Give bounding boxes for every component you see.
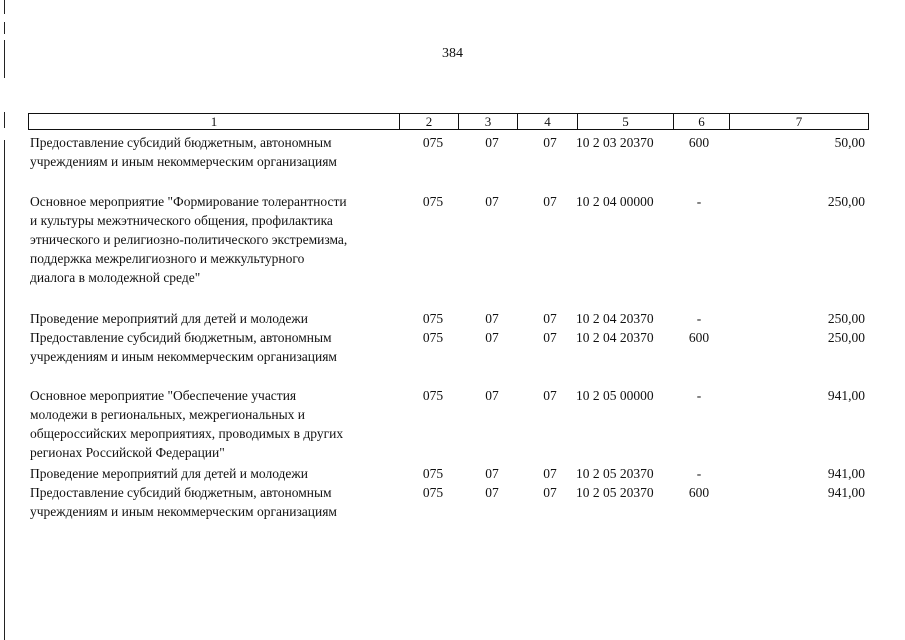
column-header: 1	[210, 114, 218, 129]
scan-edge-mark	[4, 0, 5, 14]
cell-c3: 07	[485, 311, 499, 326]
cell-c3: 07	[485, 330, 499, 345]
cell-c2: 075	[422, 485, 444, 500]
row-name-line: и культуры межэтнического общения, профилактика	[30, 213, 333, 228]
row-name-line: учреждениям и иным некоммерческим организациям	[30, 349, 337, 364]
cell-c3: 07	[485, 194, 499, 209]
cell-c6: -	[696, 194, 702, 209]
cell-c3: 07	[485, 135, 499, 150]
row-name-line: Предоставление субсидий бюджетным, автономным	[30, 485, 332, 500]
cell-c7: 250,00	[827, 330, 865, 345]
cell-c2: 075	[422, 194, 444, 209]
table-header-row	[28, 113, 869, 130]
cell-c3: 07	[485, 466, 499, 481]
cell-c2: 075	[422, 330, 444, 345]
row-name-line: общероссийских мероприятиях, проводимых в других	[30, 426, 344, 441]
cell-c4: 07	[543, 311, 557, 326]
cell-c5: 10 2 04 00000	[576, 194, 654, 209]
cell-c7: 941,00	[827, 388, 865, 403]
scan-edge-mark	[4, 22, 5, 34]
column-header: 5	[577, 114, 673, 129]
row-name-line: учреждениям и иным некоммерческим организациям	[30, 154, 337, 169]
row-name-line: Предоставление субсидий бюджетным, автономным	[30, 135, 332, 150]
row-name	[30, 133, 392, 171]
row-name-line: этнического и религиозно-политического экстремизма,	[30, 232, 348, 247]
cell-c4: 07	[543, 485, 557, 500]
row-name	[30, 386, 392, 462]
cell-c6: -	[696, 311, 702, 326]
row-name	[30, 328, 392, 366]
page-number: 384	[442, 46, 463, 61]
cell-c3: 07	[485, 485, 499, 500]
cell-c5: 10 2 03 20370	[576, 135, 654, 150]
cell-c6: 600	[688, 330, 710, 345]
cell-c5: 10 2 05 20370	[576, 485, 654, 500]
row-name	[30, 192, 392, 287]
column-header: 3	[458, 114, 517, 129]
cell-c7: 941,00	[827, 485, 865, 500]
cell-c6: 600	[688, 485, 710, 500]
row-name	[30, 483, 392, 521]
cell-c5: 10 2 05 00000	[576, 388, 654, 403]
cell-c5: 10 2 04 20370	[576, 330, 654, 345]
column-header: 4	[517, 114, 577, 129]
cell-c4: 07	[543, 194, 557, 209]
row-name-line: поддержка межрелигиозного и межкультурного	[30, 251, 305, 266]
cell-c6: -	[696, 388, 702, 403]
cell-c5: 10 2 04 20370	[576, 311, 654, 326]
cell-c4: 07	[543, 135, 557, 150]
cell-c6: -	[696, 466, 702, 481]
cell-c7: 250,00	[827, 194, 865, 209]
row-name-line: Проведение мероприятий для детей и молодежи	[30, 466, 308, 481]
column-header: 7	[729, 114, 868, 129]
column-header: 6	[673, 114, 729, 129]
row-name-line: диалога в молодежной среде"	[30, 270, 201, 285]
scan-edge-mark	[4, 140, 5, 640]
row-name	[30, 309, 392, 328]
row-name-line: Предоставление субсидий бюджетным, автономным	[30, 330, 332, 345]
row-name-line: Основное мероприятие "Формирование толерантности	[30, 194, 347, 209]
cell-c7: 50,00	[834, 135, 865, 150]
row-name-line: молодежи в региональных, межрегиональных и	[30, 407, 306, 422]
cell-c7: 941,00	[827, 466, 865, 481]
cell-c2: 075	[422, 466, 444, 481]
cell-c2: 075	[422, 388, 444, 403]
row-name	[30, 464, 392, 483]
cell-c2: 075	[422, 135, 444, 150]
cell-c6: 600	[688, 135, 710, 150]
row-name-line: Проведение мероприятий для детей и молодежи	[30, 311, 308, 326]
column-header: 2	[399, 114, 458, 129]
scan-edge-mark	[4, 112, 5, 128]
row-name-line: регионах Российской Федерации"	[30, 445, 225, 460]
cell-c4: 07	[543, 330, 557, 345]
cell-c4: 07	[543, 466, 557, 481]
cell-c7: 250,00	[827, 311, 865, 326]
row-name-line: учреждениям и иным некоммерческим организациям	[30, 504, 337, 519]
cell-c2: 075	[422, 311, 444, 326]
cell-c3: 07	[485, 388, 499, 403]
row-name-line: Основное мероприятие "Обеспечение участия	[30, 388, 297, 403]
cell-c5: 10 2 05 20370	[576, 466, 654, 481]
cell-c4: 07	[543, 388, 557, 403]
